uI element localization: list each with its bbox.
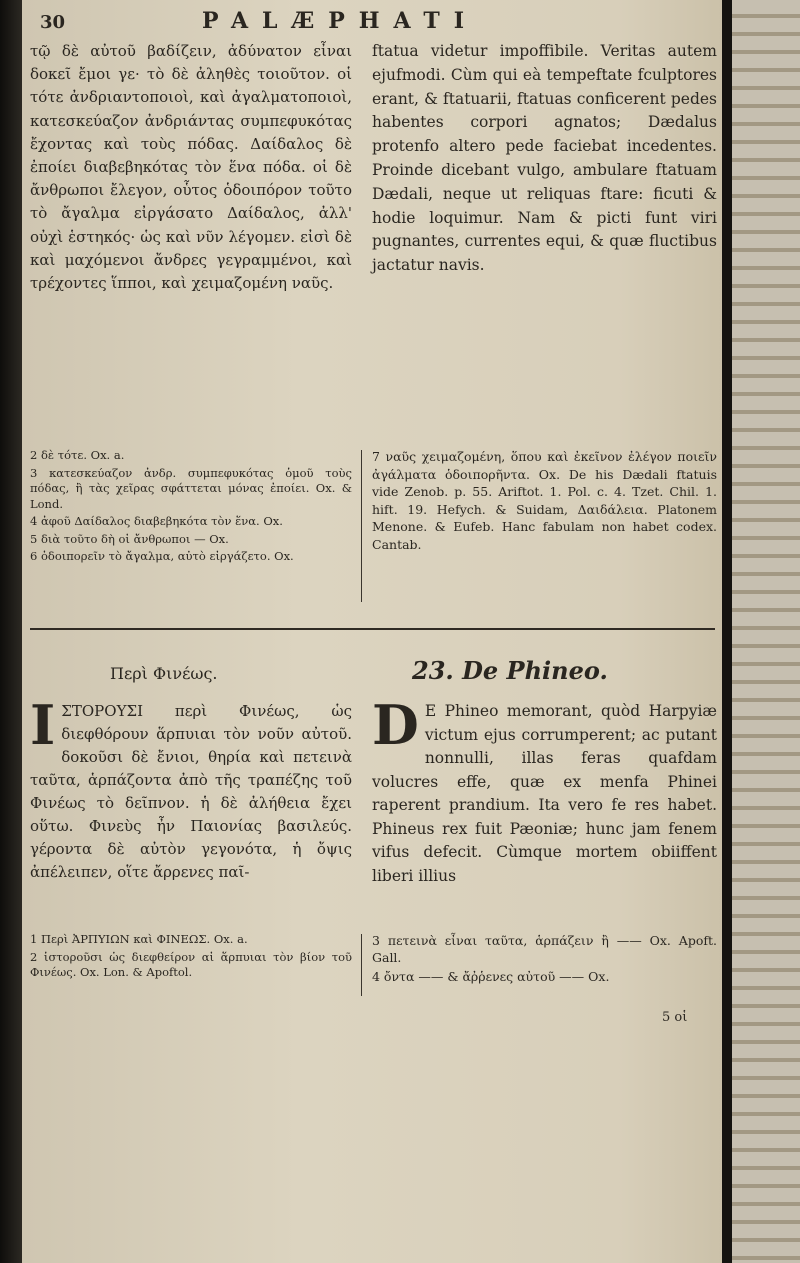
note: 2 δὲ τότε. Ox. a. <box>30 448 125 462</box>
greek-paragraph: ΣΤΟΡΟΥΣΙ περὶ Φινέως, ὡς διεφθόρουν ἅρπυιαι τὸν νοῦν αὐτοῦ. δοκοῦσι δὲ ἔνιοι, θηρία καὶ πετεινὰ ταῦτα, ἁρπάζοντα ἀπὸ τῆς τραπέζης τοῦ Φινέως τὸ δεῖπνον. ἡ δὲ ἀλήθεια ἔχει οὕτω. Φινεὺς ἦν Παιονίας βασιλεύς. γέροντα δὲ αὐτὸν γεγονότα, ἡ ὄψις ἀπέλειπεν, οἵτε ἄρρενες παῖ- <box>30 702 352 881</box>
book-binding <box>0 0 22 1263</box>
greek-text-23 <box>30 693 352 884</box>
greek-notes-22 <box>30 448 352 567</box>
latin-paragraph: ftatua videtur impoffibile. Veritas autem ejufmodi. Cùm qui eà tempeftate fculptores erant, & ftatuarii, ftatuas conficerent pedes habentes corpori agnatos; Dædalus protenfo altero pede faciebat incedentes. Proinde dicebant vulgo, ambulare ftatuam Dædali, neque ut reliquas ftare: ficuti & hodie loquimur. Nam & picti funt viri pugnantes, currentes equi, & quæ fluctibus jactatur navis. <box>372 42 717 275</box>
latin-text-23 <box>372 693 717 888</box>
note: 6 ὁδοιπορεῖν τὸ ἄγαλμα, αὐτὸ εἰργάζετο. Ox. <box>30 549 294 563</box>
greek-paragraph: τῷ δὲ αὐτοῦ βαδίζειν, ἀδύνατον εἶναι δοκεῖ ἔμοι γε· τὸ δὲ ἀληθὲς τοιοῦτον. οἱ τότε ἀνδριαντοποιοὶ, καὶ ἀγαλματοποιοὶ, κατεσκεύαζον ἀνδριάντας συμπεφυκότας ἔχοντας καὶ τοὺς πόδας. Δαίδαλος δὲ ἐποίει διαβεβηκότας τὸν ἕνα πόδα. οἱ δὲ ἄνθρωποι ἔλεγον, οὗτος ὁδοιπόρον τοῦτο τὸ ἄγαλμα εἰργάσατο Δαίδαλος, ἀλλ' οὐχὶ ἑστηκός· ὡς καὶ νῦν λέγομεν. εἰσὶ δὲ καὶ μαχόμενοι ἄνδρες γεγραμμένοι, καὶ τρέχοντες ἵπποι, καὶ χειμαζομένη ναῦς. <box>30 42 352 293</box>
latin-paragraph: E Phineo memorant, quòd Harpyiæ victum ejus corrumperent; ac putant nonnulli, illas feras quafdam volucres effe, quæ ex menfa Phinei raperent prandium. Ita vero fe res habet. Phineus rex fuit Pæoniæ; hunc jam fenem vifus defecit. Cùmque mortem obiiffent liberi illius <box>372 702 717 885</box>
greek-text-22 <box>30 40 352 295</box>
notes-divider <box>361 450 362 602</box>
drop-cap: D <box>372 693 419 757</box>
latin-notes-23 <box>372 932 717 987</box>
notes-divider <box>361 934 362 996</box>
note: 4 ὄντα —— & ἄῤῥενες αὐτοῦ —— Ox. <box>372 969 610 984</box>
latin-section-title: 23. De Phineo. <box>412 656 608 685</box>
latin-notes-22 <box>372 448 717 555</box>
page-gutter <box>722 0 732 1263</box>
note: 4 ἀφοῦ Δαίδαλος διαβεβηκότα τὸν ἕνα. Ox. <box>30 514 283 528</box>
note: 3 κατεσκεύαζον ἀνδρ. συμπεφυκότας ὁμοῦ τοὺς πόδας, ἢ τὰς χεῖρας σφάττεται μόνας ἐποίει. Ox. & Lond. <box>30 465 352 511</box>
greek-section-title: Περὶ Φινέως. <box>110 664 218 683</box>
running-head <box>32 8 712 34</box>
catchword: 5 οἱ <box>662 1010 688 1025</box>
note: 2 ἱστοροῦσι ὡς διεφθείρον αἱ ἅρπυιαι τὸν βίον τοῦ Φινέως. Ox. Lon. & Apoftol. <box>30 949 352 979</box>
note: 1 Περὶ ἈΡΠΥΙΩΝ καὶ ΦΙΝΕΩΣ. Ox. a. <box>30 932 248 946</box>
note: 3 πετεινὰ εἶναι ταῦτα, ἁρπάζειν ἢ —— Ox. Apoft. Gall. <box>372 933 717 965</box>
book-page <box>22 0 722 1263</box>
note: 7 ναῦς χειμαζομένη, ὅπου καὶ ἐκεῖνον ἐλέγον ποιεῖν ἀγάλματα ὁδοιπορῆντα. Ox. De his Dædali ftatuis vide Zenob. p. 55. Ariftot. 1. Pol. c. 4. Tzet. Chil. 1. hift. 19. Hefych. & Suidam, Δαιδάλεια. Platonem Menone. & Eufeb. Hanc fabulam non habet codex. Cantab. <box>372 449 717 552</box>
page-number: 30 <box>40 12 66 33</box>
running-title: PALÆPHATI <box>202 8 479 34</box>
section-rule <box>30 628 715 630</box>
drop-cap: Ι <box>30 693 56 757</box>
greek-notes-23 <box>30 932 352 983</box>
note: 5 διὰ τοῦτο δὴ οἱ ἄνθρωποι — Ox. <box>30 531 229 546</box>
facing-page-edge <box>732 0 800 1263</box>
latin-text-22 <box>372 40 717 278</box>
